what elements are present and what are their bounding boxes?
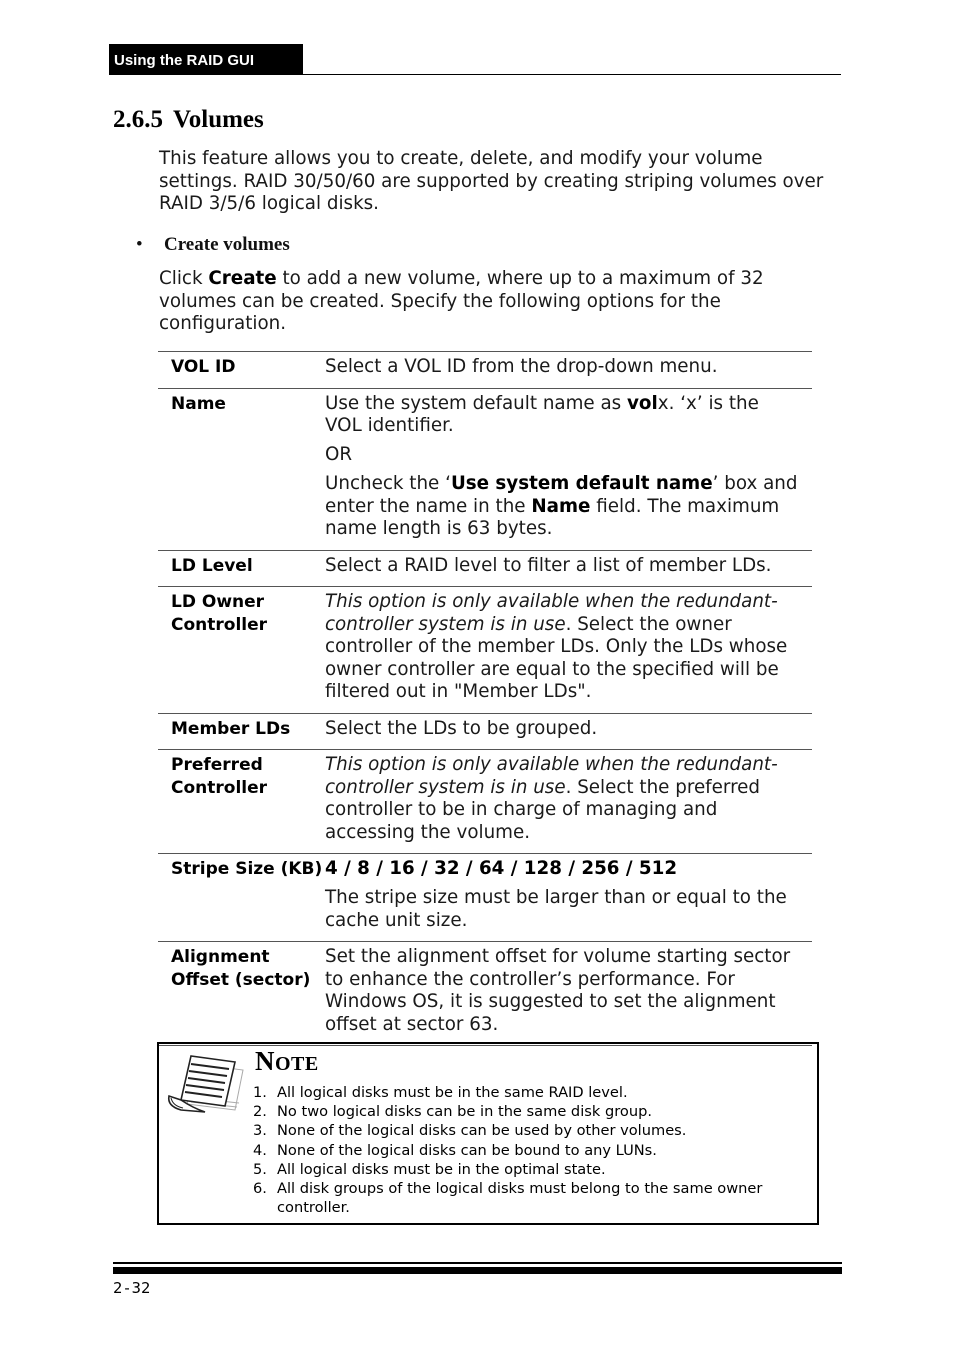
note-item xyxy=(253,1179,813,1217)
option-text-part: . Select the owner controller of the member LDs. Only the LDs whose owner controller are equal to the specified will be filtered out in "Member LDs". xyxy=(325,613,788,702)
footer-rule-thick xyxy=(113,1267,842,1274)
option-text: Select the LDs to be grouped. xyxy=(325,717,598,739)
option-text: Select a RAID level to filter a list of member LDs. xyxy=(325,554,772,576)
create-line xyxy=(159,268,799,291)
option-row-stripe-size xyxy=(158,854,812,942)
option-text xyxy=(325,473,800,541)
option-text xyxy=(325,393,800,438)
option-keyword: vol xyxy=(627,392,658,414)
note-list xyxy=(253,1083,813,1217)
option-description xyxy=(325,555,800,578)
create-text: Click xyxy=(159,268,209,289)
note-item-text: None of the logical disks can be used by other volumes. xyxy=(277,1122,687,1140)
note-item-text: None of the logical disks can be bound to any LUNs. xyxy=(277,1141,657,1159)
option-text: Select a VOL ID from the drop-down menu. xyxy=(325,356,718,377)
option-text-part: . Select the preferred controller to be in charge of managing and accessing the volume. xyxy=(325,776,761,843)
note-item xyxy=(253,1160,813,1179)
section-heading xyxy=(113,106,264,134)
note-item-number: 1. xyxy=(253,1084,267,1101)
create-paragraph xyxy=(159,268,799,336)
option-text-part: ’ box and enter the name in the xyxy=(325,473,798,517)
option-term xyxy=(158,591,325,704)
stripe-size-values: 4 / 8 / 16 / 32 / 64 / 128 / 256 / 512 xyxy=(325,858,678,879)
option-term: Stripe Size (KB) xyxy=(171,859,323,879)
option-text: Set the alignment offset for volume starting sector to enhance the controller’s performance. For Windows OS, it is suggested to set the alignment offset at sector 63. xyxy=(325,946,791,1035)
note-item xyxy=(253,1083,813,1102)
note-item-text: All logical disks must be in the same RAID level. xyxy=(277,1084,628,1101)
intro-line: RAID 3/5/6 logical disks. xyxy=(159,193,379,214)
note-item-text: All logical disks must be in the optimal state. xyxy=(277,1160,606,1178)
note-item-text: No two logical disks can be in the same disk group. xyxy=(277,1103,652,1121)
option-keyword: Name xyxy=(531,495,591,517)
option-row-alignment-offset xyxy=(158,942,812,1046)
option-term xyxy=(158,754,325,844)
header-rule xyxy=(303,74,841,75)
option-text xyxy=(325,591,800,704)
option-description xyxy=(325,718,800,741)
page-number: 2-32 xyxy=(113,1279,151,1297)
option-text xyxy=(325,754,800,844)
header-section-tab xyxy=(109,44,303,75)
option-term-line: Controller xyxy=(171,614,268,635)
option-term xyxy=(158,946,325,1036)
note-title-rest: OTE xyxy=(275,1053,319,1075)
option-row-name xyxy=(158,389,812,551)
note-item-number: 6. xyxy=(253,1180,267,1198)
section-number: 2.6.5 xyxy=(113,106,163,133)
option-description xyxy=(325,754,800,844)
option-term-line: Preferred xyxy=(171,755,263,775)
section-title: Volumes xyxy=(173,106,264,133)
option-description xyxy=(325,356,800,379)
option-text-part: x. ‘x’ is the VOL identifier. xyxy=(325,392,759,436)
intro-paragraph xyxy=(159,148,824,216)
note-item-number: 3. xyxy=(253,1122,267,1140)
note-item-text: All disk groups of the logical disks must belong to the same owner controller. xyxy=(277,1180,763,1217)
option-row-ld-level xyxy=(158,551,812,588)
option-row-member-lds xyxy=(158,714,812,751)
option-text-part: field. The maximum name length is 63 bytes. xyxy=(325,495,780,539)
option-term: LD Level xyxy=(171,555,253,576)
option-text-part: Use the system default name as xyxy=(325,392,628,414)
option-row-ld-owner-controller xyxy=(158,587,812,714)
note-item-number: 4. xyxy=(253,1141,267,1159)
create-keyword: Create xyxy=(208,268,277,289)
option-text xyxy=(325,858,800,881)
header-section-label: Using the RAID GUI xyxy=(114,52,255,69)
create-line: configuration. xyxy=(159,313,287,334)
note-item xyxy=(253,1121,813,1140)
bullet-icon: • xyxy=(136,234,143,255)
note-item-number: 5. xyxy=(253,1160,267,1178)
option-term: Name xyxy=(171,393,226,414)
option-row-preferred-controller xyxy=(158,750,812,854)
option-text: OR xyxy=(325,444,353,465)
note-item xyxy=(253,1102,813,1121)
option-term-line: Alignment xyxy=(171,947,270,967)
option-text-part: Uncheck the ‘ xyxy=(325,473,451,494)
note-box xyxy=(157,1042,819,1225)
intro-line: settings. RAID 30/50/60 are supported by creating striping volumes over xyxy=(159,170,824,192)
option-term-line: Controller xyxy=(171,777,268,798)
note-title xyxy=(255,1046,319,1077)
option-term-line: Offset (sector) xyxy=(171,969,311,990)
option-term: Member LDs xyxy=(171,718,291,739)
notepad-icon xyxy=(165,1052,245,1116)
option-keyword: Use system default name xyxy=(450,473,713,494)
note-item xyxy=(253,1141,813,1160)
create-volumes-title: Create volumes xyxy=(164,234,290,255)
intro-line: This feature allows you to create, delete, and modify your volume xyxy=(159,148,763,169)
options-table xyxy=(158,351,812,1046)
note-title-initial: N xyxy=(255,1046,275,1076)
option-description xyxy=(325,858,800,932)
footer-rule xyxy=(113,1262,842,1264)
option-description xyxy=(325,946,800,1036)
create-volumes-heading xyxy=(136,234,290,256)
create-text: to add a new volume, where up to a maximum of 32 xyxy=(276,268,764,289)
create-line: volumes can be created. Specify the following options for the xyxy=(159,290,721,312)
option-italic-note: This option is only available when the redundant-controller system is in use xyxy=(325,591,778,635)
option-description xyxy=(325,591,800,704)
option-text: The stripe size must be larger than or equal to the cache unit size. xyxy=(325,887,787,931)
option-italic-note: This option is only available when the redundant-controller system is in use xyxy=(325,754,778,798)
option-term: VOL ID xyxy=(171,357,236,377)
option-description xyxy=(325,393,800,541)
option-term-line: LD Owner xyxy=(171,592,265,612)
option-row-vol-id xyxy=(158,352,812,389)
note-item-number: 2. xyxy=(253,1103,267,1121)
